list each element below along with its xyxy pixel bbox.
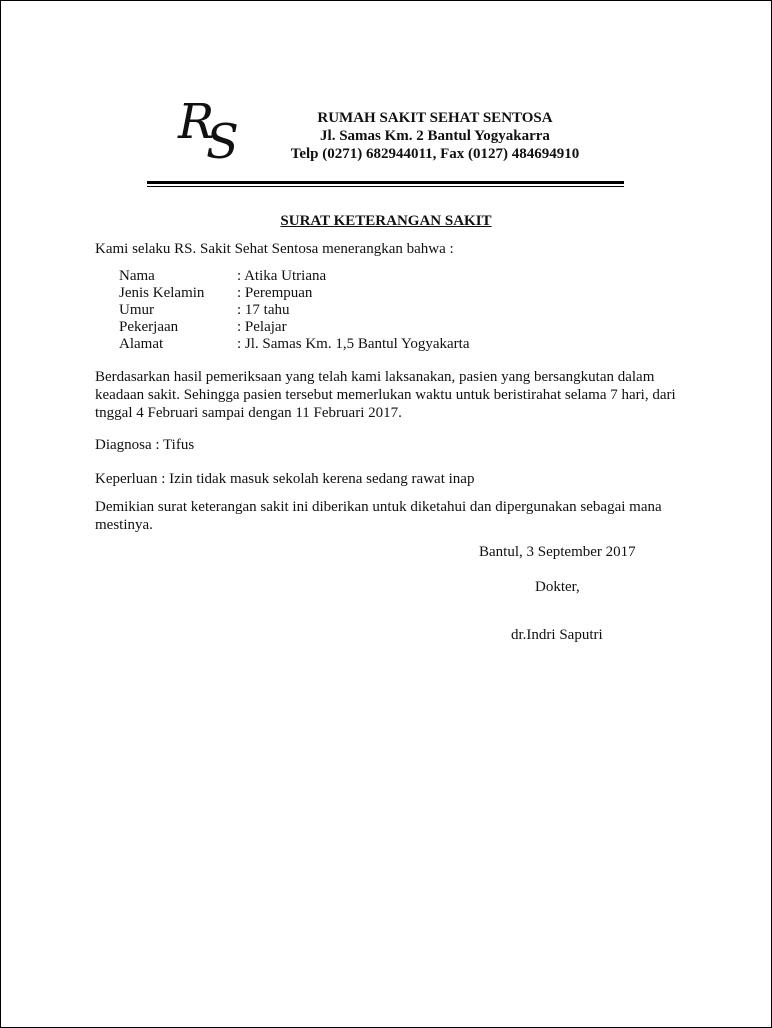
intro-text: Kami selaku RS. Sakit Sehat Sentosa menerangkan bahwa : (95, 241, 454, 257)
field-value: : Pelajar (237, 319, 287, 335)
place-date: Bantul, 3 September 2017 (479, 544, 636, 560)
field-value: : 17 tahu (237, 302, 290, 318)
field-row-gender (119, 285, 470, 302)
field-row-age (119, 302, 470, 319)
field-label: Umur (119, 302, 154, 318)
diagnosis-text: Diagnosa : Tifus (95, 437, 195, 453)
doctor-name: dr.Indri Saputri (511, 627, 603, 643)
field-value: : Perempuan (237, 285, 313, 301)
hospital-contact: Telp (0271) 682944011, Fax (0127) 484694910 (290, 146, 580, 162)
purpose-text: Keperluan : Izin tidak masuk sekolah kerena sedang rawat inap (95, 471, 475, 487)
field-label: Alamat (119, 336, 164, 352)
logo-letter-s: S (206, 114, 239, 170)
field-value: : Atika Utriana (237, 268, 327, 284)
doctor-label: Dokter, (535, 579, 580, 595)
letterhead (270, 109, 600, 163)
field-label: Jenis Kelamin (119, 285, 205, 301)
rs-logo-graphic (170, 88, 254, 172)
header-divider-thin (147, 186, 624, 187)
field-value: : Jl. Samas Km. 1,5 Bantul Yogyakarta (237, 336, 470, 352)
header-divider-thick (147, 181, 624, 184)
hospital-address: Jl. Samas Km. 2 Bantul Yogyakarra (320, 128, 550, 144)
patient-details (119, 268, 470, 353)
field-row-occupation (119, 319, 470, 336)
hospital-name: RUMAH SAKIT SEHAT SENTOSA (317, 110, 553, 126)
field-label: Pekerjaan (119, 319, 179, 335)
logo-letter-r: R (178, 94, 215, 150)
examination-paragraph: Berdasarkan hasil pemeriksaan yang telah kami laksanakan, pasien yang bersangkutan dalam keadaan sakit. Sehingga pasien tersebut memerlukan waktu untuk beristirahat selama 7 hari, dari tnggal 4 Februari sampai dengan 11 Februari 2017. (95, 369, 676, 421)
field-label: Nama (119, 268, 155, 284)
field-row-address (119, 336, 470, 353)
field-row-name (119, 268, 470, 285)
document-title: SURAT KETERANGAN SAKIT (280, 213, 492, 229)
closing-paragraph: Demikian surat keterangan sakit ini diberikan untuk diketahui dan dipergunakan sebagai mana mestinya. (95, 499, 662, 533)
rs-logo-icon (170, 88, 254, 172)
